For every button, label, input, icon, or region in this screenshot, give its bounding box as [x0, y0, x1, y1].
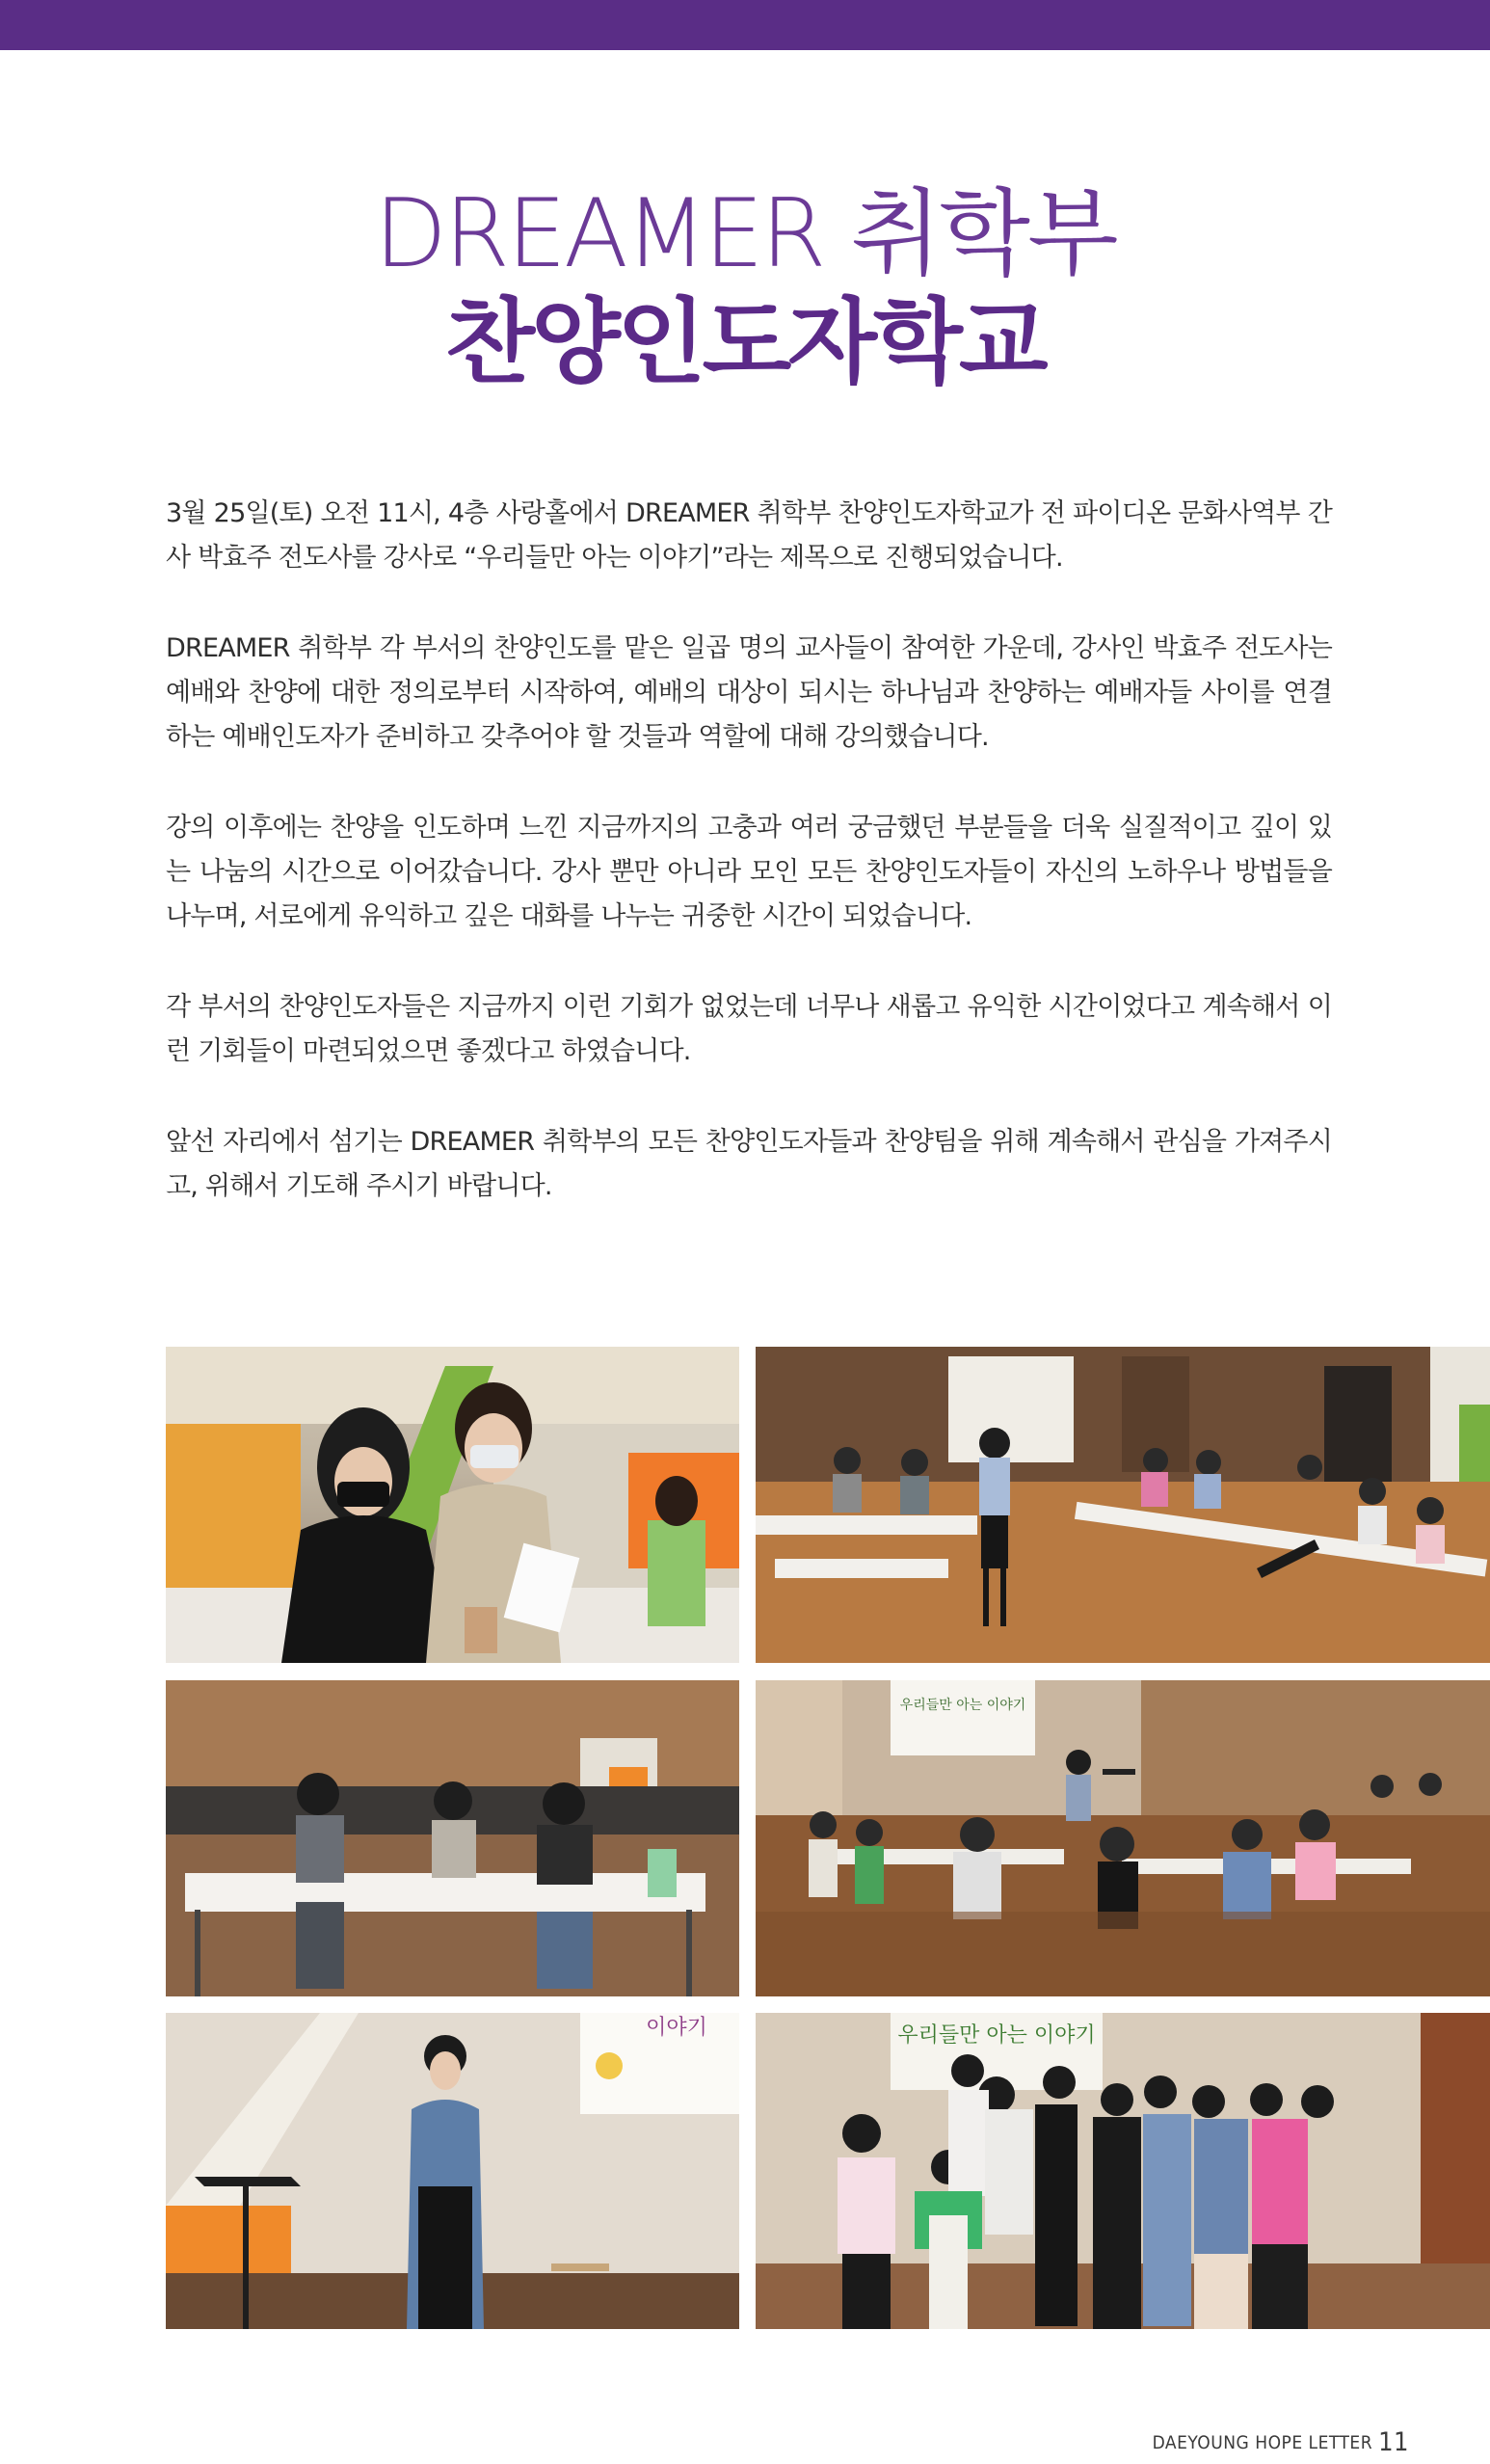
- photo-lecture-room: [756, 1680, 1490, 1996]
- photo-group: [756, 2013, 1490, 2329]
- slide-title: 이야기: [646, 2016, 707, 2040]
- article-paragraph: 앞선 자리에서 섬기는 DREAMER 취학부의 모든 찬양인도자들과 찬양팀을 위해 계속해서 관심을 가져주시고, 위해서 기도해 주시기 바랍니다.: [166, 1127, 1332, 1201]
- photo-teachers-table: [166, 1680, 739, 1996]
- article-paragraph: 강의 이후에는 찬양을 인도하며 느낀 지금까지의 고충과 여러 궁금했던 부분들을 더욱 실질적이고 깊이 있는 나눔의 시간으로 이어갔습니다. 강사 뿐만 아니라 모인 모든 찬양인도자들이 자신의 노하우나 방법들을 나누며, 서로에게 유익하고 깊은 대화를 나누는 귀중한 시간이 되었습니다.: [166, 813, 1332, 931]
- photo-speaker-presenting: [166, 2013, 739, 2329]
- page-title-event: 찬양인도자학교: [445, 288, 1045, 396]
- article-paragraph: 각 부서의 찬양인도자들은 지금까지 이런 기회가 없었는데 너무나 새롭고 유익한 시간이었다고 계속해서 이런 기회들이 마련되었으면 좋겠다고 하였습니다.: [166, 992, 1332, 1066]
- top-accent-bar: [0, 0, 1490, 50]
- article-paragraph: 3월 25일(토) 오전 11시, 4층 사랑홀에서 DREAMER 취학부 찬양인도자학교가 전 파이디온 문화사역부 간사 박효주 전도사를 강사로 “우리들만 아는 이야기”라는 제목으로 진행되었습니다.: [166, 498, 1332, 573]
- article-body: [166, 492, 1332, 1255]
- page-footer: [1153, 2427, 1409, 2457]
- photo-classroom-wide: [756, 1347, 1490, 1663]
- page-number: 11: [1378, 2427, 1409, 2457]
- slide-title: 우리들만 아는 이야기: [897, 2023, 1096, 2048]
- photo-teachers-seated: [166, 1347, 739, 1663]
- slide-title: 우리들만 아는 이야기: [899, 1698, 1026, 1713]
- publication-name: DAEYOUNG HOPE LETTER: [1152, 2432, 1373, 2453]
- article-paragraph: DREAMER 취학부 각 부서의 찬양인도를 맡은 일곱 명의 교사들이 참여한 가운데, 강사인 박효주 전도사는 예배와 찬양에 대한 정의로부터 시작하여, 예배의 대상이 되시는 하나님과 찬양하는 예배자들 사이를 연결하는 예배인도자가 준비하고 갖추어야 할 것들과 역할에 대해 강의했습니다.: [166, 633, 1332, 752]
- page-title-department: DREAMER 취학부: [374, 179, 1116, 289]
